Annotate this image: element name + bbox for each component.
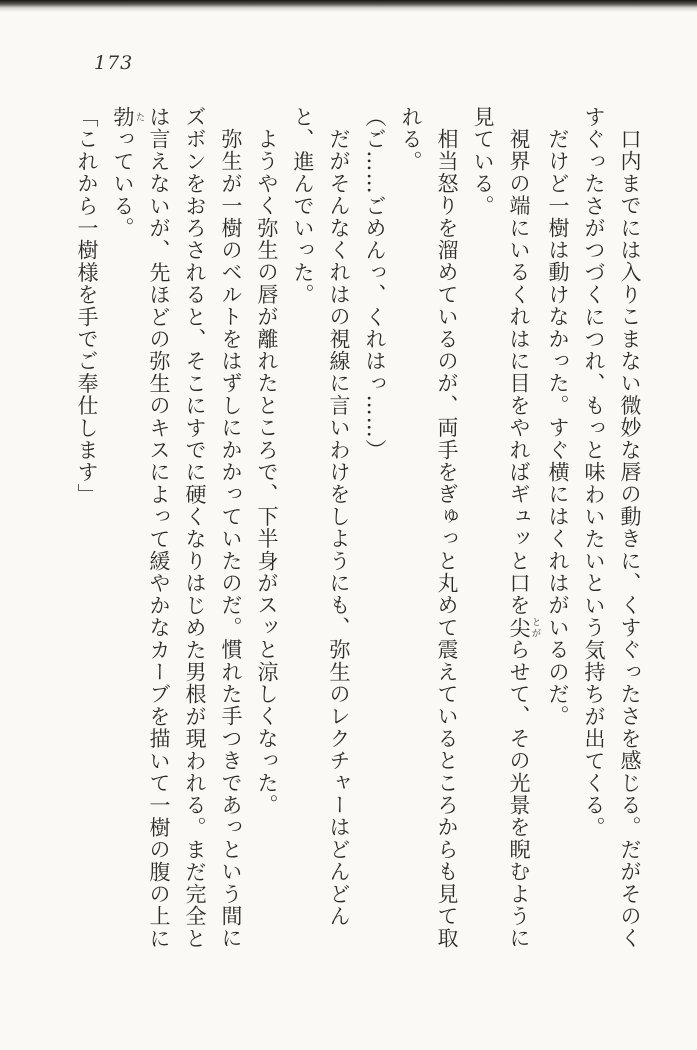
paragraph: だがそんなくれはの視線に言いわけをしようにも、弥生のレクチャーはどんどんと、進んでいった。 xyxy=(291,106,351,928)
paragraph: 「これから一樹様を手でご奉仕します」 xyxy=(75,106,99,506)
page-number: 173 xyxy=(94,52,134,74)
ruby-annotated-kanji: 勃た xyxy=(111,106,145,129)
paragraph: 相当怒りを溜めているのが、両手をぎゅっと丸めて震えているところからも見て取れる。 xyxy=(399,106,459,950)
scan-edge-top xyxy=(0,0,697,12)
paragraph: 弥生が一樹のベルトをはずしにかかっていたのだ。慣れた手つきであっという間にズボンをおろされると、そこにすでに硬くなりはじめた男根が現われる。まだ完全とは言えないが、先ほどの弥生のキスによって緩やかなカーブを描いて一樹の腹の上に勃たっている。 xyxy=(111,106,243,950)
paragraph: だけど一樹は動けなかった。すぐ横にはくれはがいるのだ。 xyxy=(546,128,570,728)
ruby-annotated-kanji: 尖とが xyxy=(507,616,541,639)
paragraph: 視界の端にいるくれはに目をやればギュッと口を尖とがらせて、その光景を睨むように見ている。 xyxy=(471,106,541,950)
paragraph: （ご……ごめんっ、くれはっ……） xyxy=(363,106,387,462)
text-block xyxy=(69,106,648,955)
paragraph: ようやく弥生の唇が離れたところで、下半身がスッと涼しくなった。 xyxy=(255,128,279,817)
paragraph: 口内までには入りこまない微妙な唇の動きに、くすぐったさを感じる。だがそのくすぐったさがつづくにつれ、もっと味わいたいという気持ちが出てくる。 xyxy=(582,106,642,950)
